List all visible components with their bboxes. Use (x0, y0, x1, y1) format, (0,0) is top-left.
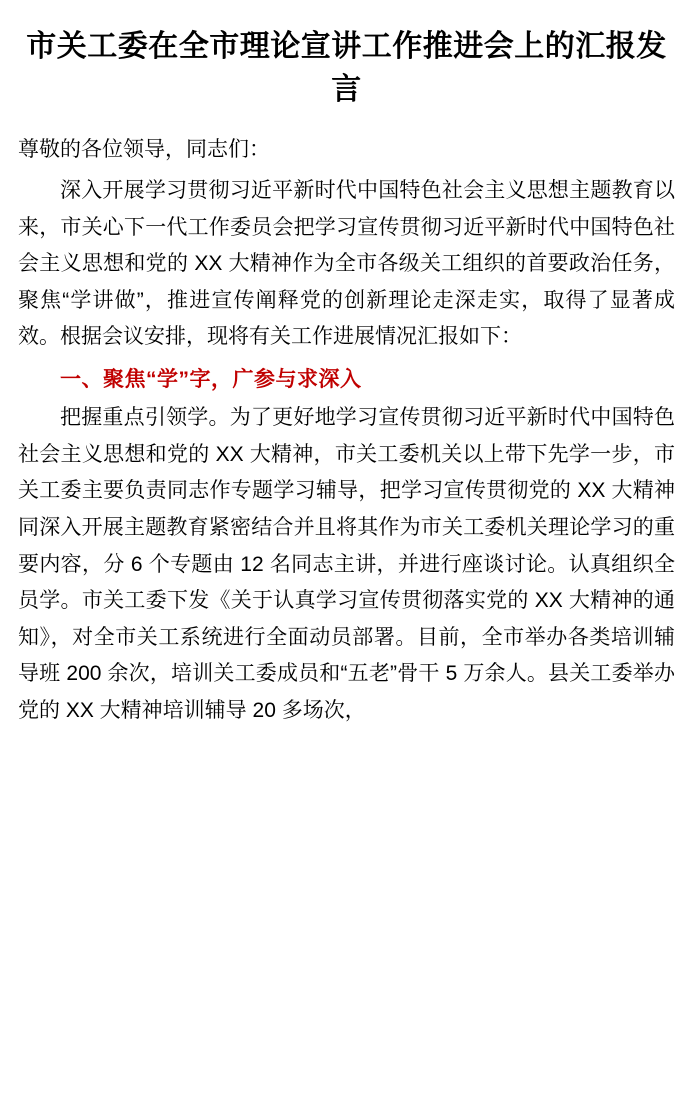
body-paragraph-1: 深入开展学习贯彻习近平新时代中国特色社会主义思想主题教育以来，市关心下一代工作委员会把学习宣传贯彻习近平新时代中国特色社会主义思想和党的 XX 大精神作为全市各级关工组织的首要政治任务，聚焦“学讲做”，推进宣传阐释党的创新理论走深走实，取得了显著成效。根据会议安排，现将有关工作进展情况汇报如下： (18, 179, 675, 349)
salutation-line: 尊敬的各位领导，同志们： (18, 138, 270, 162)
section-heading-1: 一、聚焦“学”字，广参与求深入 (60, 367, 362, 391)
section-1-paragraph-1: 把握重点引领学。为了更好地学习宣传贯彻习近平新时代中国特色社会主义思想和党的 XX 大精神，市关工委机关以上带下先学一步，市关工委主要负责同志作专题学习辅导，把学习宣传贯彻党的 XX 大精神同深入开展主题教育紧密结合并且将其作为市关工委机关理论学习的重要内容，分 6 个专题由 12 名同志主讲，并进行座谈讨论。认真组织全员学。市关工委下发《关于认真学习宣传贯彻落实党的 XX 大精神的通知》，对全市关工系统进行全面动员部署。目前，全市举办各类培训辅导班 200 余次，培训关工委成员和“五老”骨干 5 万余人。县关工委举办党的 XX 大精神培训辅导 20 多场次， (18, 406, 675, 722)
page-title: 市关工委在全市理论宣讲工作推进会上的汇报发言 (26, 30, 667, 106)
